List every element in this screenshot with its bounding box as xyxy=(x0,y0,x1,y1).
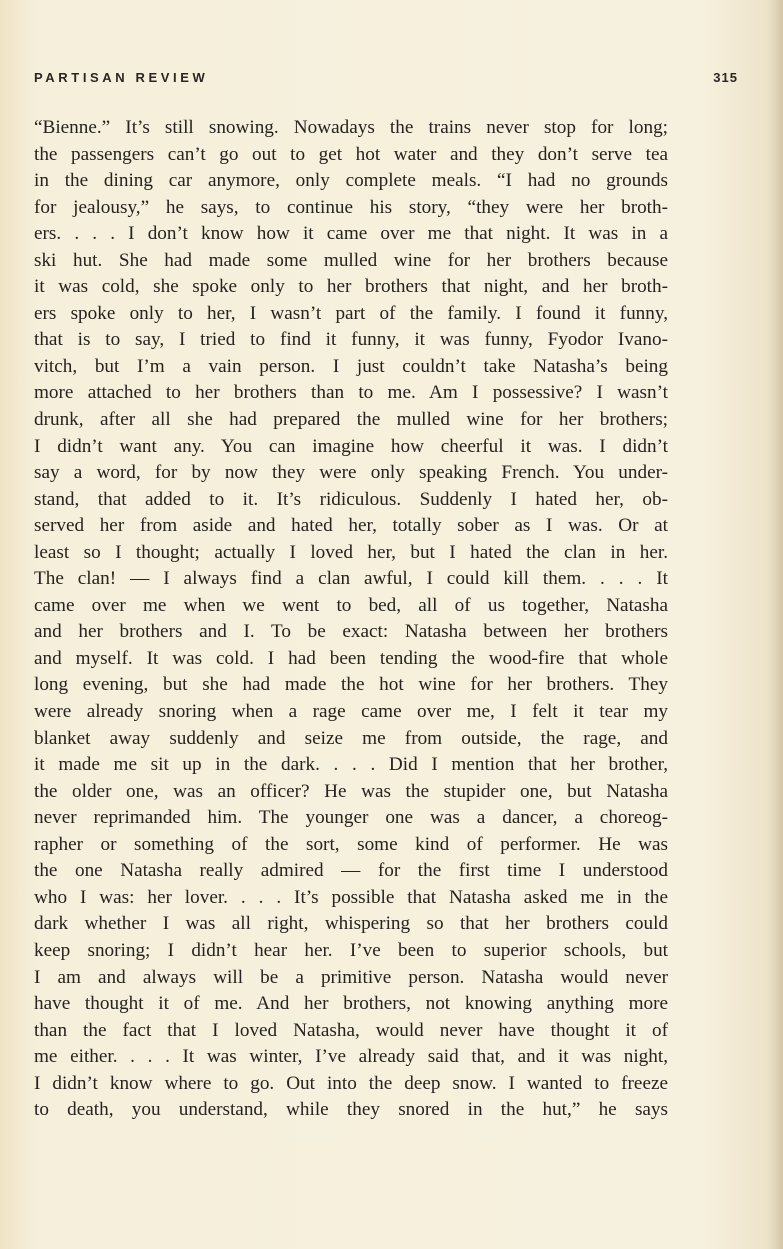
text-line: the one Natasha really admired — for the first time I understood xyxy=(34,860,668,882)
text-line: keep snoring; I didn’t hear her. I’ve been to superior schools, but xyxy=(34,939,668,961)
text-line: came over me when we went to bed, all of us together, Natasha xyxy=(34,594,668,616)
text-line: served her from aside and hated her, totally sober as I was. Or at xyxy=(34,515,668,537)
text-line: dark whether I was all right, whispering so that her brothers could xyxy=(34,913,668,935)
journal-title: PARTISAN REVIEW xyxy=(34,70,209,85)
body-text xyxy=(34,115,668,1124)
text-line: than the fact that I loved Natasha, would never have thought it of xyxy=(34,1019,668,1041)
page-number: 315 xyxy=(713,70,738,85)
text-line: I didn’t want any. You can imagine how cheerful it was. I didn’t xyxy=(34,435,668,457)
text-line: have thought it of me. And her brothers, not knowing anything more xyxy=(34,993,668,1015)
text-line: for jealousy,” he says, to continue his story, “they were her broth- xyxy=(34,196,668,218)
text-line: say a word, for by now they were only speaking French. You under- xyxy=(34,462,668,484)
text-line: least so I thought; actually I loved her, but I hated the clan in her. xyxy=(34,541,668,563)
text-line: the passengers can’t go out to get hot water and they don’t serve tea xyxy=(34,143,668,165)
text-line: and her brothers and I. To be exact: Natasha between her brothers xyxy=(34,621,668,643)
text-line: were already snoring when a rage came over me, I felt it tear my xyxy=(34,701,668,723)
text-line: in the dining car anymore, only complete meals. “I had no grounds xyxy=(34,170,668,192)
text-line: me either. . . . It was winter, I’ve already said that, and it was night, xyxy=(34,1046,668,1068)
text-line: it made me sit up in the dark. . . . Did I mention that her brother, xyxy=(34,754,668,776)
text-line: more attached to her brothers than to me. Am I possessive? I wasn’t xyxy=(34,382,668,404)
text-line: ers spoke only to her, I wasn’t part of the family. I found it funny, xyxy=(34,302,668,324)
text-line: stand, that added to it. It’s ridiculous. Suddenly I hated her, ob- xyxy=(34,488,668,510)
text-line: blanket away suddenly and seize me from outside, the rage, and xyxy=(34,727,668,749)
text-line: the older one, was an officer? He was the stupider one, but Natasha xyxy=(34,780,668,802)
text-line: to death, you understand, while they snored in the hut,” he says xyxy=(34,1099,668,1121)
text-line: and myself. It was cold. I had been tending the wood-fire that whole xyxy=(34,647,668,669)
text-line: ers. . . . I don’t know how it came over me that night. It was in a xyxy=(34,223,668,245)
text-line: drunk, after all she had prepared the mulled wine for her brothers; xyxy=(34,409,668,431)
text-line: The clan! — I always find a clan awful, I could kill them. . . . It xyxy=(34,568,668,590)
text-line: vitch, but I’m a vain person. I just couldn’t take Natasha’s being xyxy=(34,355,668,377)
page-spine-shadow xyxy=(769,0,783,1249)
text-line: who I was: her lover. . . . It’s possible that Natasha asked me in the xyxy=(34,886,668,908)
text-line: I am and always will be a primitive person. Natasha would never xyxy=(34,966,668,988)
text-line: long evening, but she had made the hot wine for her brothers. They xyxy=(34,674,668,696)
text-line: it was cold, she spoke only to her brothers that night, and her broth- xyxy=(34,276,668,298)
running-head xyxy=(34,70,738,90)
text-line: ski hut. She had made some mulled wine for her brothers because xyxy=(34,249,668,271)
text-line: “Bienne.” It’s still snowing. Nowadays the trains never stop for long; xyxy=(34,117,668,138)
text-line: that is to say, I tried to find it funny, it was funny, Fyodor Ivano- xyxy=(34,329,668,351)
text-line: never reprimanded him. The younger one was a dancer, a choreog- xyxy=(34,807,668,829)
text-line: I didn’t know where to go. Out into the deep snow. I wanted to freeze xyxy=(34,1072,668,1094)
text-line: rapher or something of the sort, some kind of performer. He was xyxy=(34,833,668,855)
